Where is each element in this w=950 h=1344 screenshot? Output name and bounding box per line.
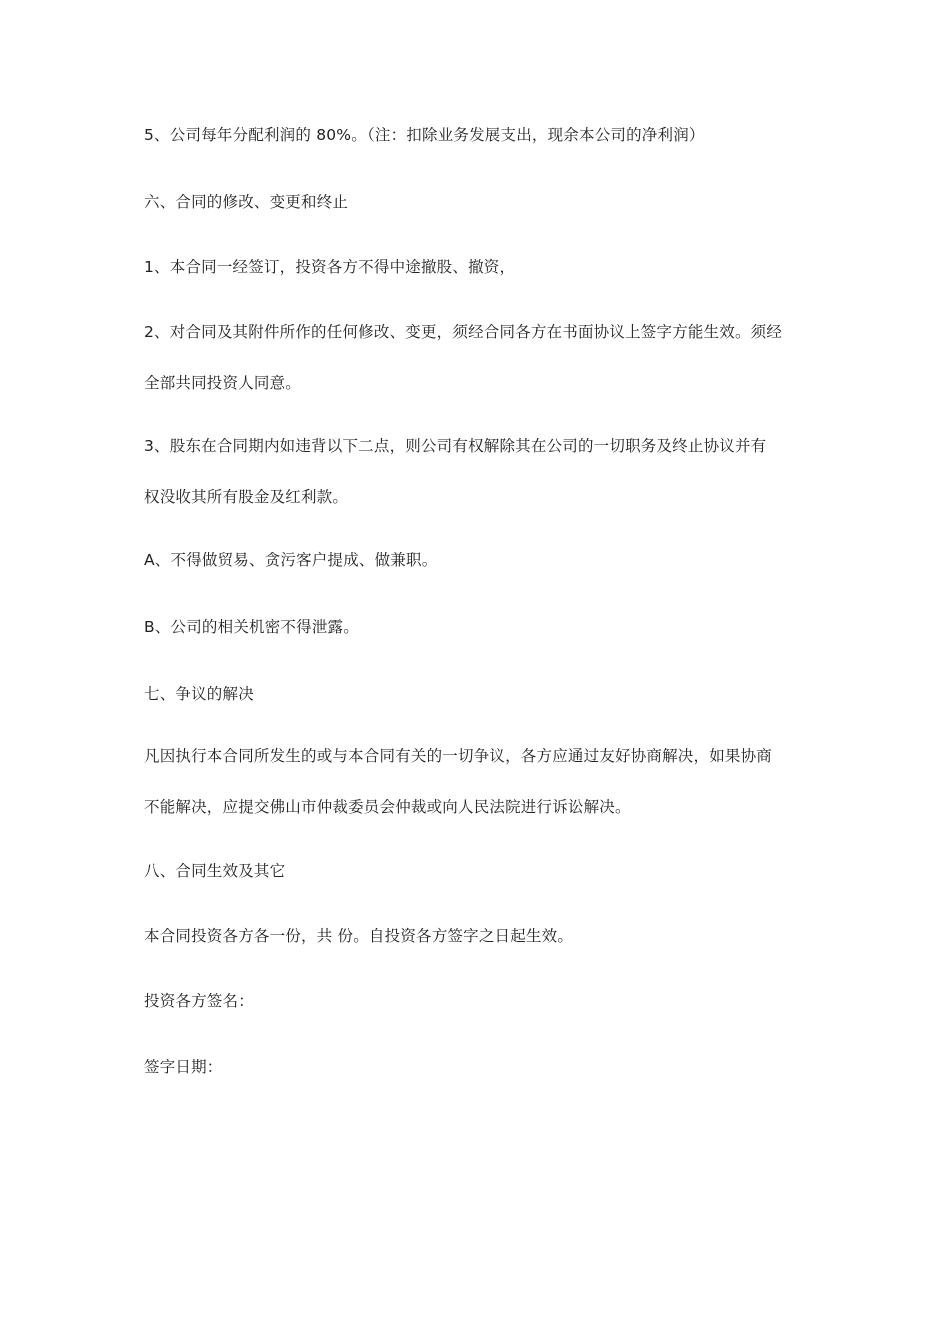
clause-2-line-1: 2、对合同及其附件所作的任何修改、变更，须经合同各方在书面协议上签字方能生效。须经: [144, 323, 783, 341]
section-8-heading: 八、合同生效及其它: [144, 862, 286, 880]
clause-a: A、不得做贸易、贪污客户提成、做兼职。: [144, 551, 438, 569]
clause-2-line-2: 全部共同投资人同意。: [144, 374, 302, 392]
clause-b: B、公司的相关机密不得泄露。: [144, 618, 359, 636]
clause-3-line-2: 权没收其所有股金及红利款。: [144, 488, 349, 506]
dispute-paragraph-line-2: 不能解决，应提交佛山市仲裁委员会仲裁或向人民法院进行诉讼解决。: [144, 798, 631, 816]
section-7-heading: 七、争议的解决: [144, 685, 254, 703]
clause-1-no-withdrawal: 1、本合同一经签订，投资各方不得中途撤股、撤资，: [144, 258, 516, 276]
signature-label: 投资各方签名：: [144, 992, 254, 1010]
dispute-paragraph-line-1: 凡因执行本合同所发生的或与本合同有关的一切争议，各方应通过友好协商解决，如果协商: [144, 747, 773, 765]
section-6-heading: 六、合同的修改、变更和终止: [144, 193, 349, 211]
effectiveness-paragraph: 本合同投资各方各一份，共 份。自投资各方签字之日起生效。: [144, 927, 574, 945]
clause-5-profit-distribution: 5、公司每年分配利润的 80%。（注：扣除业务发展支出，现余本公司的净利润）: [144, 126, 705, 144]
signature-date-label: 签字日期：: [144, 1058, 223, 1076]
clause-3-line-1: 3、股东在合同期内如违背以下二点，则公司有权解除其在公司的一切职务及终止协议并有: [144, 437, 767, 455]
